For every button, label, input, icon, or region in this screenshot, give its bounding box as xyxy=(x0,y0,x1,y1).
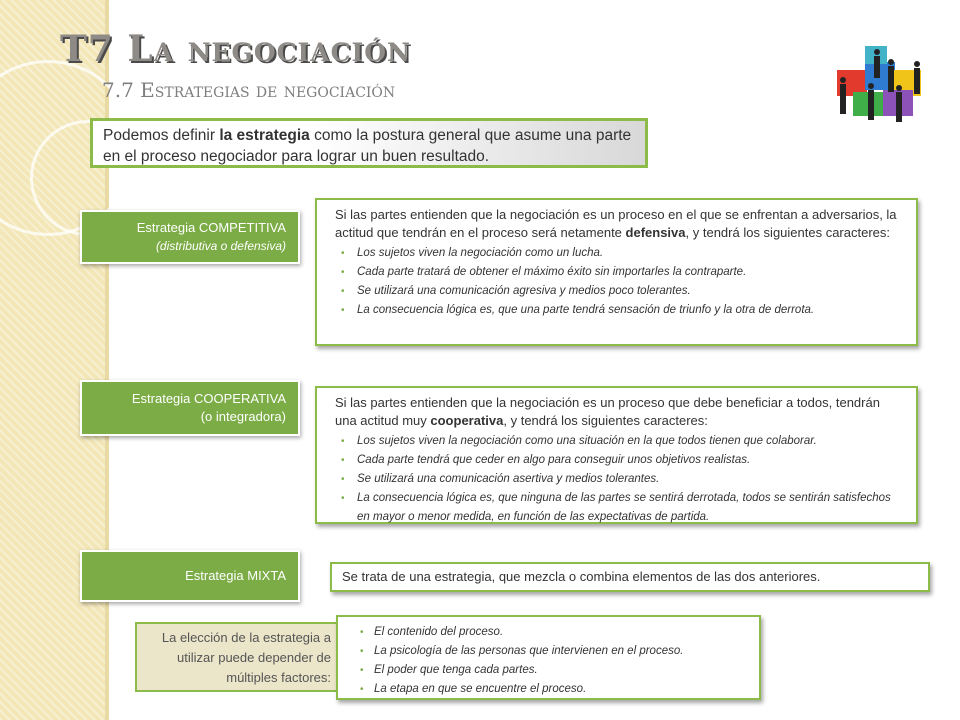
list-item: • Los sujetos viven la negociación como una situación en la que todos tienen que colaborar. xyxy=(357,432,902,451)
cooperativa-intro xyxy=(335,394,902,430)
cooperativa-intro-after: , y tendrá los siguientes caracteres: xyxy=(503,413,708,428)
mixta-label xyxy=(80,550,300,602)
factors-label-box xyxy=(135,622,341,692)
list-item: • Los sujetos viven la negociación como un lucha. xyxy=(357,244,902,263)
competitiva-label xyxy=(80,210,300,264)
factors-label-text: La elección de la estrategia a utilizar puede depender de múltiples factores: xyxy=(161,630,331,685)
cooperativa-label xyxy=(80,380,300,436)
competitiva-bullet-list xyxy=(335,244,902,320)
business-people-puzzle-icon xyxy=(825,40,935,130)
cooperativa-panel xyxy=(315,386,918,524)
intro-text-after: como la postura general que asume una parte en el proceso negociador para lograr un buen resultado. xyxy=(103,127,632,165)
list-item: • La psicología de las personas que intervienen en el proceso. xyxy=(374,642,749,661)
cooperativa-intro-bold: cooperativa xyxy=(430,413,504,428)
list-item: • Cada parte tratará de obtener el máximo éxito sin importarles la contraparte. xyxy=(357,263,902,282)
list-item: • Se utilizará una comunicación agresiva y medios poco tolerantes. xyxy=(357,282,902,301)
competitiva-intro-before: Si las partes entienden que la negociación es un proceso en el que se enfrentan a adversarios, la actitud que tendrán en el proceso será netamente xyxy=(335,207,897,240)
competitiva-panel xyxy=(315,198,918,346)
cooperativa-bullet-list xyxy=(335,432,902,527)
list-item: • El poder que tenga cada partes. xyxy=(374,661,749,680)
mixta-text: Se trata de una estrategia, que mezcla o combina elementos de las dos anteriores. xyxy=(342,569,821,584)
factors-panel xyxy=(336,615,761,700)
competitiva-intro-bold: defensiva xyxy=(625,225,686,240)
list-item: • La etapa en que se encuentre el proceso. xyxy=(374,680,749,699)
cooperativa-sublabel: (o integradora) xyxy=(200,409,286,424)
competitiva-intro xyxy=(335,206,902,242)
list-item: • El contenido del proceso. xyxy=(374,623,749,642)
mixta-label-text: Estrategia MIXTA xyxy=(185,568,286,583)
factors-bullet-list xyxy=(358,623,749,699)
page-title: T7 La negociación xyxy=(60,28,411,70)
list-item: • La consecuencia lógica es, que ninguna de las partes se sentirá derrotada, todos se sentirán satisfechos en mayor o menor medida, en función de las expectativas de partida. xyxy=(357,489,902,527)
list-item: • Cada parte tendrá que ceder en algo para conseguir unos objetivos realistas. xyxy=(357,451,902,470)
intro-text-bold: la estrategia xyxy=(219,127,310,144)
mixta-panel xyxy=(330,562,930,592)
intro-text-before: Podemos definir xyxy=(103,127,220,144)
list-item: • Se utilizará una comunicación asertiva y medios tolerantes. xyxy=(357,470,902,489)
page-subtitle: 7.7 Estrategias de negociación xyxy=(102,78,396,102)
competitiva-label-text: Estrategia COMPETITIVA xyxy=(136,220,286,235)
list-item: • La consecuencia lógica es, que una parte tendrá sensación de triunfo y la otra de derrota. xyxy=(357,301,902,320)
competitiva-intro-after: , y tendrá los siguientes caracteres: xyxy=(685,225,891,240)
cooperativa-label-text: Estrategia COOPERATIVA xyxy=(131,391,286,406)
competitiva-sublabel: (distributiva o defensiva) xyxy=(155,239,286,253)
intro-definition-box xyxy=(90,118,648,168)
cooperativa-intro-before: Si las partes entienden que la negociación es un proceso que debe beneficiar a todos, tendrán una actitud muy xyxy=(335,395,880,428)
